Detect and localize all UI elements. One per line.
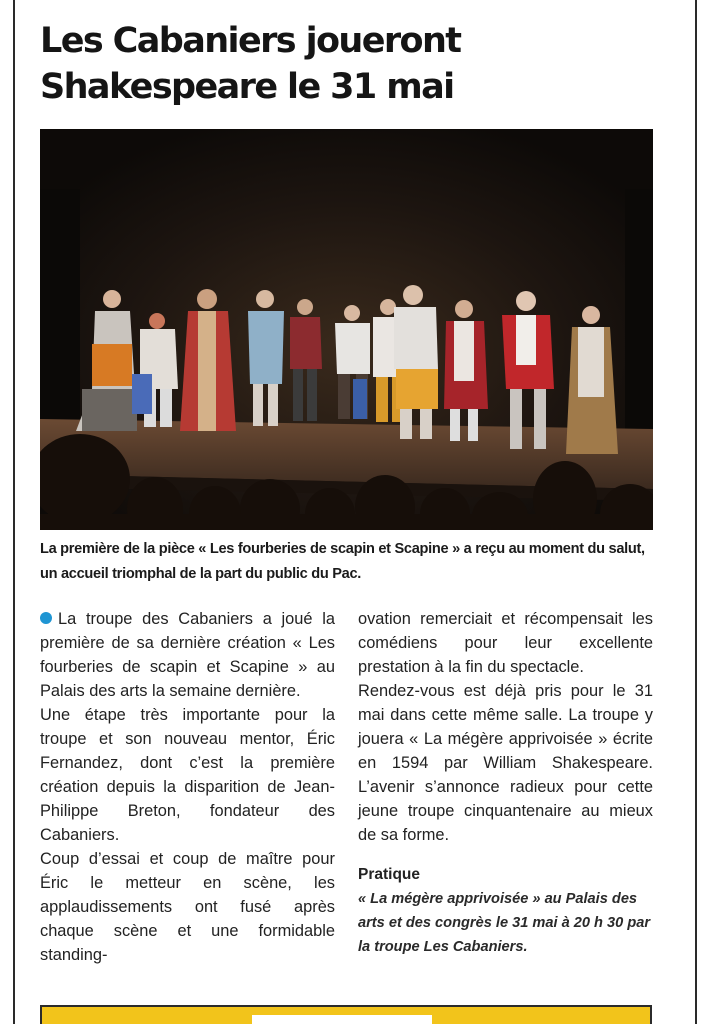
pratique-heading: Pratique	[358, 866, 421, 883]
stage-prop-chair	[353, 379, 367, 419]
stage-right-wing	[625, 189, 653, 449]
stage-left-wing	[40, 189, 80, 429]
page-border-left	[13, 0, 15, 1024]
article-column-right	[358, 607, 653, 959]
article-photo	[40, 129, 653, 530]
article-paragraph: Coup d’essai et coup de maître pour Éric le metteur en scène, les applaudissements ont fusé après chaque scène et une formidable standing-	[40, 850, 335, 964]
pratique-details: « La mégère apprivoisée » au Palais des arts et des congrès le 31 mai à 20 h 30 par la troupe Les Cabaniers.	[358, 891, 651, 955]
page-border-right	[695, 0, 697, 1024]
advertisement-inner-box	[252, 1015, 432, 1024]
advertisement-band	[40, 1005, 652, 1024]
article-headline: Les Cabaniers joueront Shakespeare le 31 mai	[40, 21, 461, 107]
paragraph-text: La troupe des Cabaniers a joué la première de sa dernière création « Les fourberies de scapin et Scapine » au Palais des arts la semaine dernière.	[40, 610, 335, 700]
stage-prop-box	[132, 374, 152, 414]
article-paragraph: Rendez-vous est déjà pris pour le 31 mai dans cette même salle. La troupe y jouera « La mégère apprivoisée » écrite en 1594 par William Shakespeare. L’avenir s’annonce radieux pour cette jeune troupe cinquantenaire au mieux de sa forme.	[358, 682, 653, 844]
article-paragraph: Une étape très importante pour la troupe et son nouveau mentor, Éric Fernandez, dont c’est la première création depuis la disparition de Jean-Philippe Breton, fondateur des Cabaniers.	[40, 706, 335, 844]
article-paragraph: ovation remerciait et récompensait les comédiens pour leur excellente prestation à la fin du spectacle.	[358, 610, 653, 676]
article-paragraph	[40, 607, 335, 703]
article-column-left	[40, 607, 335, 967]
photo-caption: La première de la pièce « Les fourberies de scapin et Scapine » a reçu au moment du salut, un accueil triomphal de la part du public du Pac.	[40, 541, 645, 582]
lead-bullet-icon	[40, 612, 52, 624]
